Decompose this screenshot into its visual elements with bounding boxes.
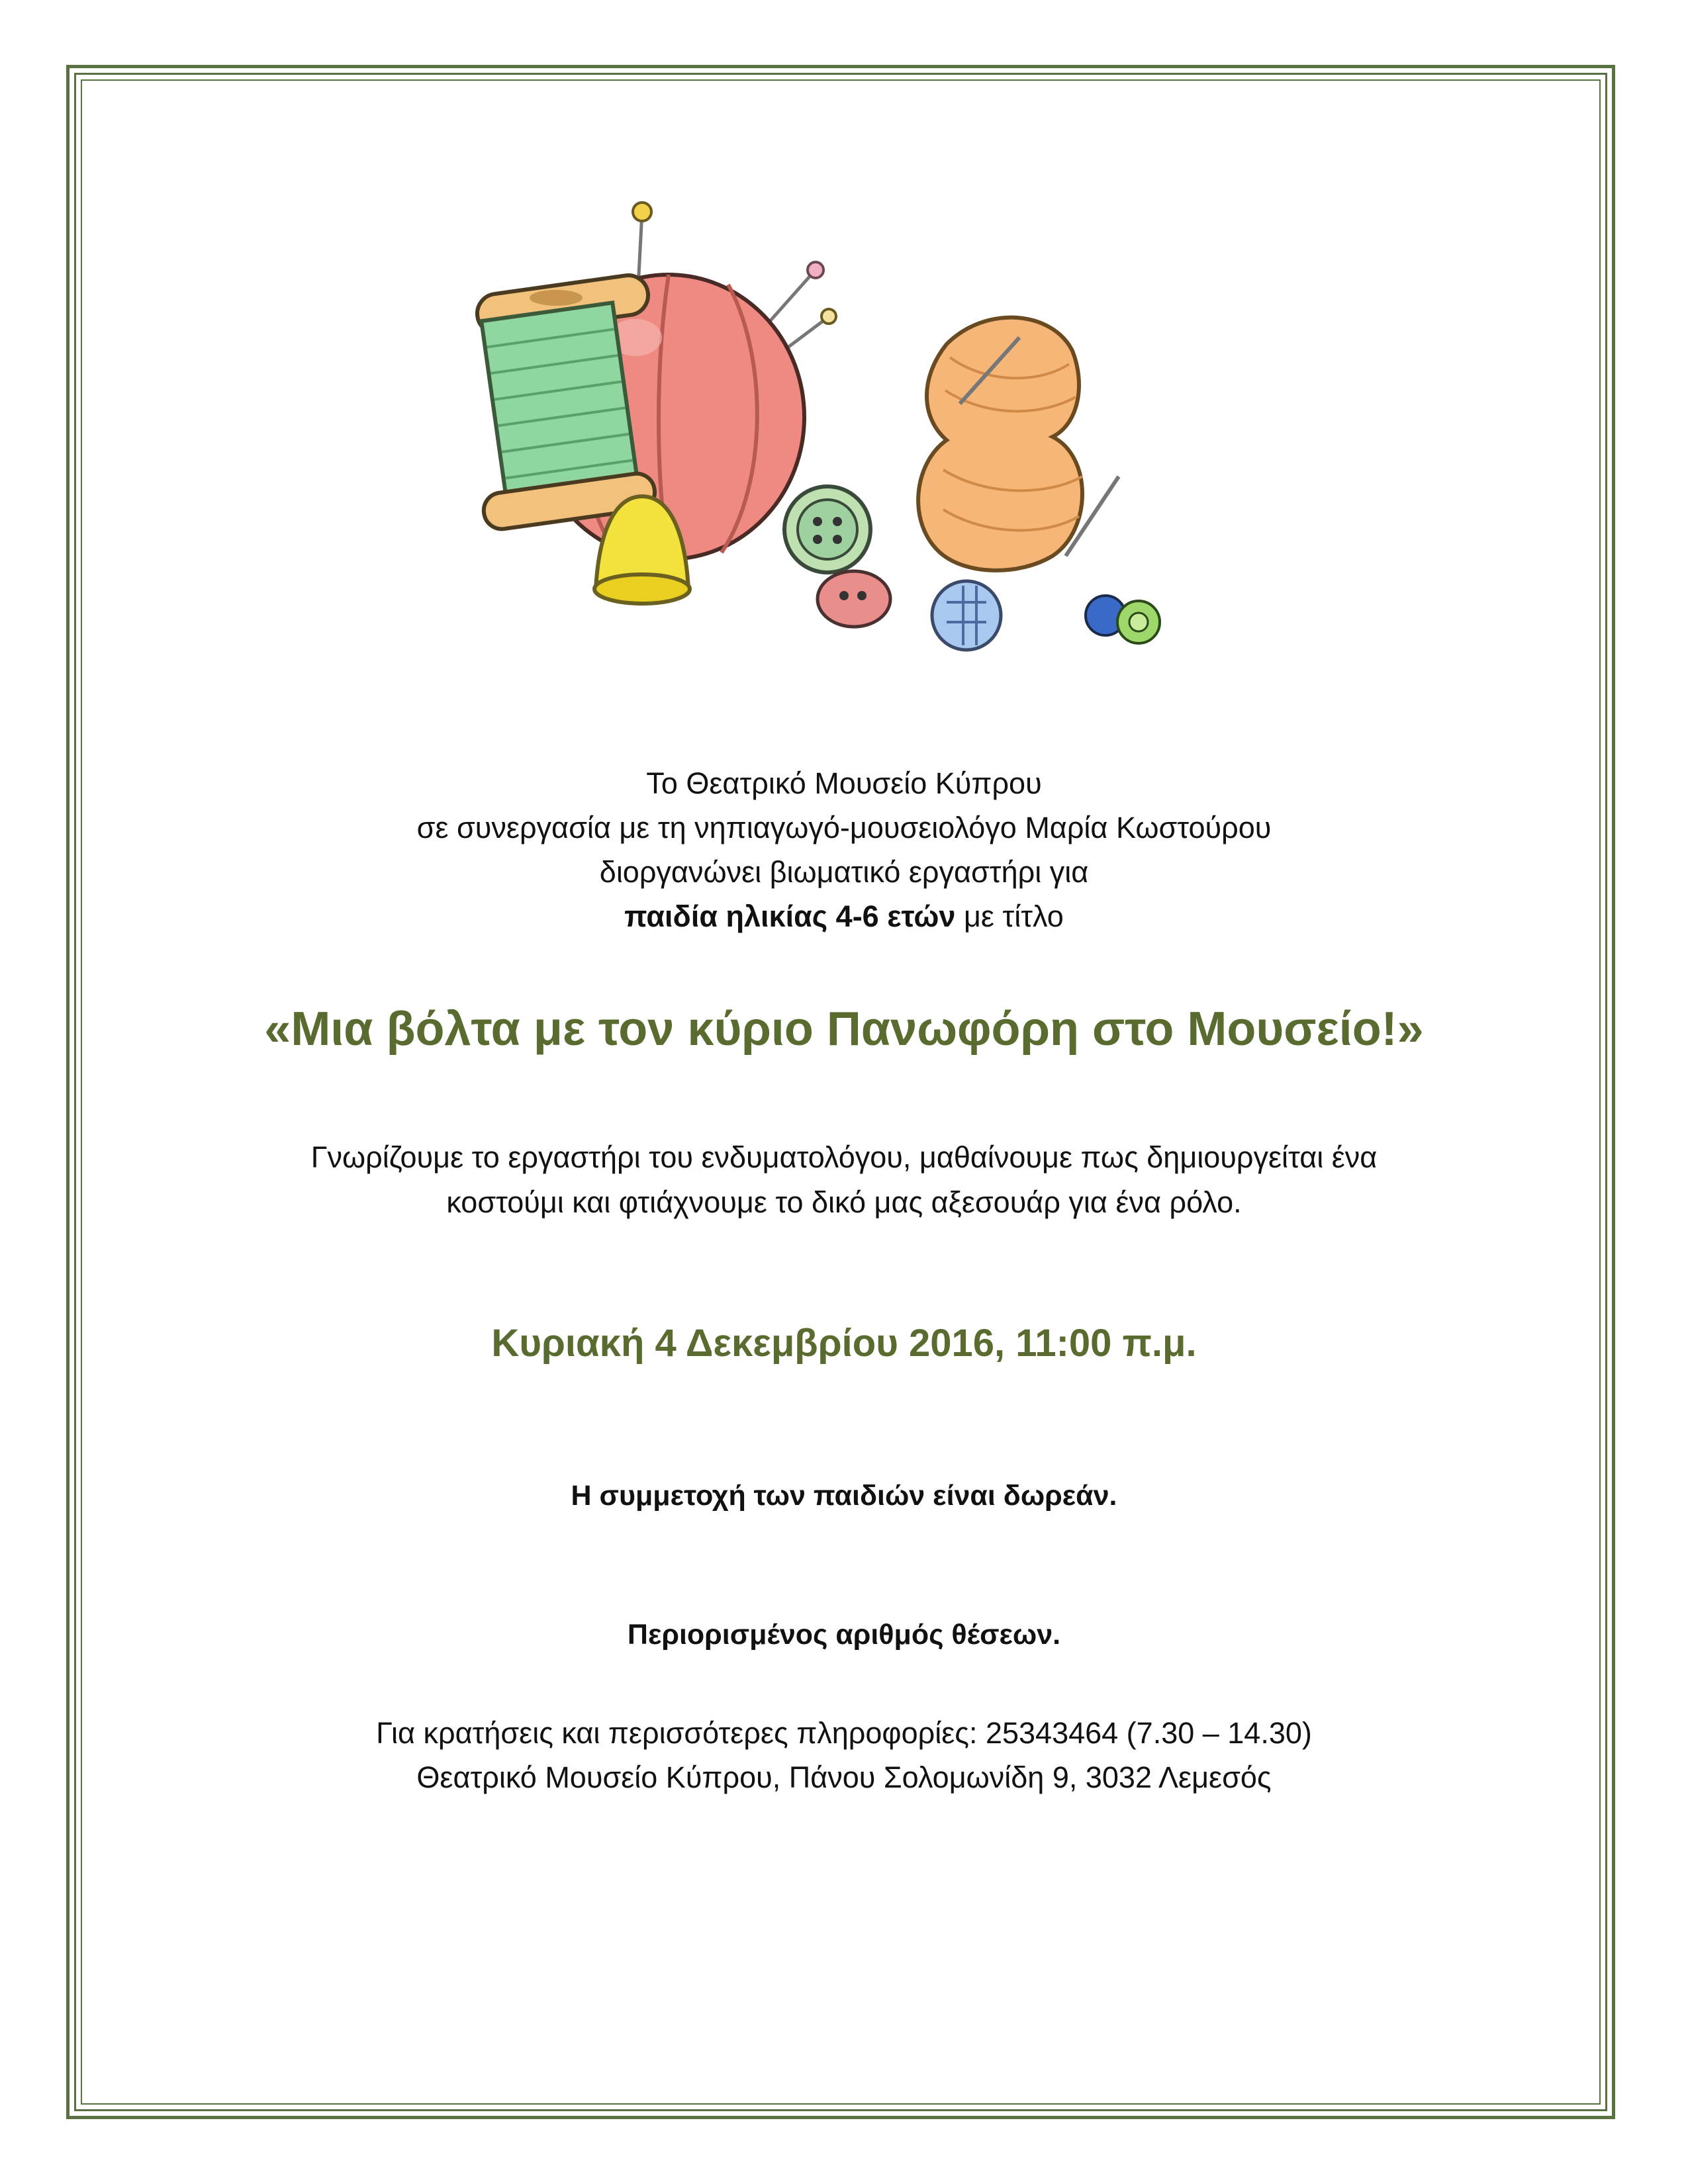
age-group: παιδία ηλικίας 4-6 ετών — [624, 899, 956, 933]
free-participation-note: Η συμμετοχή των παιδιών είναι δωρεάν. — [571, 1480, 1117, 1512]
event-title: «Μια βόλτα με τον κύριο Πανωφόρη στο Μουσείο!» — [264, 1003, 1424, 1056]
sewing-supplies-illustration — [457, 185, 1205, 688]
event-date: Κυριακή 4 Δεκεμβρίου 2016, 11:00 π.μ. — [491, 1322, 1197, 1365]
button-icon — [1086, 596, 1160, 643]
contact-phone-line: Για κρατήσεις και περισσότερες πληροφορίες: 25343464 (7.30 – 14.30) — [376, 1716, 1312, 1750]
intro-line-suffix: με τίτλο — [955, 899, 1064, 933]
contact-info — [86, 1711, 1602, 1799]
intro-line: Το Θεατρικό Μουσείο Κύπρου — [646, 766, 1042, 800]
limited-seats-note: Περιορισμένος αριθμός θέσεων. — [627, 1619, 1061, 1651]
button-icon — [818, 571, 890, 627]
intro-line — [86, 894, 1602, 938]
pin-head-icon — [821, 309, 836, 324]
description-line: Γνωρίζουμε το εργαστήρι του ενδυματολόγου, μαθαίνουμε πως δημιουργείται ένα — [310, 1140, 1378, 1174]
pin-head-icon — [808, 262, 823, 278]
description-line: κοστούμι και φτιάχνουμε το δικό μας αξεσουάρ για ένα ρόλο. — [446, 1185, 1242, 1219]
button-icon — [784, 486, 870, 572]
intro-paragraph — [86, 761, 1602, 938]
button-icon — [932, 581, 1001, 650]
intro-line: διοργανώνει βιωματικό εργαστήρι για — [599, 855, 1089, 889]
yarn-ball-icon — [918, 318, 1119, 570]
event-description — [86, 1135, 1602, 1225]
intro-line: σε συνεργασία με τη νηπιαγωγό-μουσειολόγο Μαρία Κωστούρου — [416, 811, 1272, 844]
contact-address-line: Θεατρικό Μουσείο Κύπρου, Πάνου Σολομωνίδη 9, 3032 Λεμεσός — [416, 1760, 1272, 1794]
pin-head-icon — [633, 203, 651, 221]
